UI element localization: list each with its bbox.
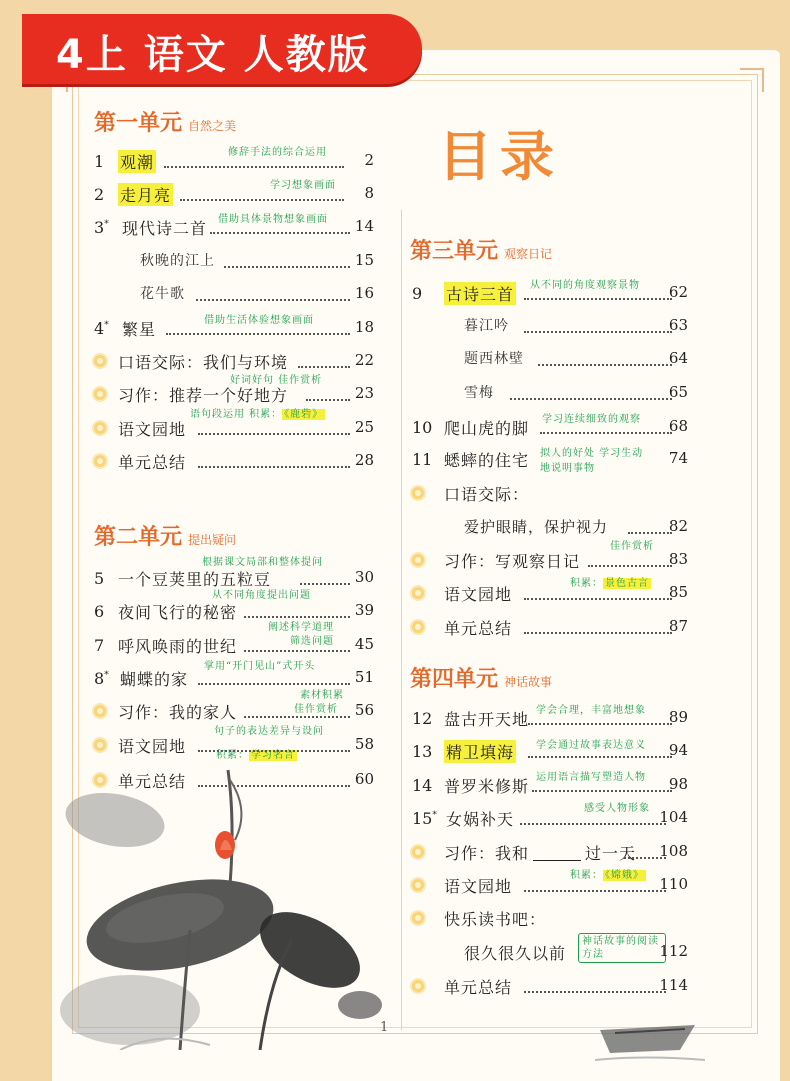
bullet-icon [412, 846, 424, 858]
section-title: 语文园地 [118, 737, 187, 756]
toc-entry[interactable] [412, 872, 712, 898]
page-number: 58 [354, 735, 374, 753]
lesson-note: 拟人的好处 学习生动 [540, 448, 644, 459]
lesson-title: 普罗米修斯 [444, 777, 530, 796]
page-number-footer: 1 [380, 1020, 389, 1035]
column-divider [401, 210, 402, 1030]
unit-name: 第一单元 [94, 110, 183, 136]
page-number: 68 [668, 417, 688, 435]
lesson-number: 7 [94, 636, 105, 655]
leader-dots [538, 364, 672, 366]
lesson-note: 好词好句 佳作赏析 [230, 375, 323, 386]
lesson-number: 9 [412, 284, 423, 303]
toc-entry[interactable] [412, 839, 712, 865]
page-title: 目录 [438, 125, 562, 188]
lesson-note: 积累： 景色古言 [570, 578, 649, 589]
leader-dots [198, 466, 350, 468]
lesson-note: 学会合理，丰富地想象 [536, 705, 646, 716]
unit-name: 第二单元 [94, 524, 183, 550]
poem-title: 雪梅 [464, 385, 494, 401]
lesson-title: 蟋蟀的住宅 [444, 451, 530, 470]
lesson-note: 根据课文局部和整体提问 [202, 557, 323, 568]
lesson-number: 5 [94, 569, 105, 588]
lesson-note: 佳作赏析 [610, 541, 654, 552]
leader-dots [540, 432, 672, 434]
leader-dots [524, 991, 666, 993]
lesson-note: 从不同的角度观察景物 [530, 280, 640, 291]
leader-dots [524, 298, 672, 300]
leader-dots [198, 433, 350, 435]
lesson-number: 12 [412, 709, 433, 728]
page-number: 82 [668, 517, 688, 535]
poem-title: 秋晚的江上 [140, 253, 215, 269]
leader-dots [520, 823, 666, 825]
toc-entry[interactable] [94, 375, 374, 407]
page-number: 108 [659, 842, 688, 860]
toc-subentry[interactable] [412, 346, 712, 372]
toc-entry[interactable] [412, 541, 712, 573]
lesson-title: 蝴蝶的家 [120, 670, 189, 689]
toc-entry[interactable] [412, 973, 712, 999]
leader-dots [524, 598, 672, 600]
page-number: 16 [354, 284, 374, 302]
toc-entry[interactable] [94, 181, 374, 207]
lotus-painting-illustration [60, 760, 400, 1050]
poem-title: 暮江吟 [464, 318, 509, 334]
lesson-title: 繁星 [122, 320, 157, 339]
toc-entry[interactable] [94, 409, 374, 441]
toc-entry[interactable] [94, 214, 374, 240]
lesson-note: 掌用“开门见山”式开头 [204, 661, 316, 672]
lesson-title: 女娲补天 [446, 810, 515, 829]
page-number: 63 [668, 316, 688, 334]
toc-entry[interactable] [94, 622, 374, 658]
toc-entry[interactable] [412, 580, 712, 606]
page-number: 62 [668, 283, 688, 301]
unit-theme: 神话故事 [504, 675, 553, 689]
leader-dots [164, 166, 344, 168]
unit-theme: 自然之美 [188, 119, 237, 133]
page-number: 112 [659, 942, 688, 960]
section-subtitle: 很久很久以前 [464, 944, 567, 963]
toc-entry[interactable] [94, 315, 374, 341]
lesson-note: 神话故事的阅读方法 [578, 933, 666, 963]
unit-heading-2 [94, 520, 236, 551]
page-number: 64 [668, 349, 688, 367]
page-number: 94 [668, 741, 688, 759]
page-number: 83 [668, 550, 688, 568]
section-title: 习作：我和 过一天 [444, 844, 637, 863]
page-number: 15 [354, 251, 374, 269]
section-title: 单元总结 [118, 772, 187, 791]
bullet-icon [94, 739, 106, 751]
page-number: 14 [354, 217, 374, 235]
leader-dots [198, 750, 350, 752]
toc-entry[interactable] [412, 414, 712, 440]
lesson-title: 古诗三首 [444, 282, 516, 305]
unit-name: 第四单元 [410, 666, 499, 692]
lesson-title: 呼风唤雨的世纪 [118, 637, 238, 656]
page-number: 104 [659, 808, 688, 826]
lesson-note: 积累： 《嫦娥》 [570, 870, 644, 881]
bullet-icon [94, 388, 106, 400]
corner-ornament [740, 68, 764, 92]
fill-in-blank [533, 844, 581, 861]
bullet-icon [94, 705, 106, 717]
page-number: 23 [354, 384, 374, 402]
lesson-note: 借助生活体验想象画面 [204, 315, 314, 326]
lesson-note: 借助具体景物想象画面 [218, 214, 328, 225]
section-title: 语文园地 [444, 585, 513, 604]
bullet-icon [412, 879, 424, 891]
section-title: 单元总结 [444, 619, 513, 638]
toc-entry[interactable] [412, 772, 712, 798]
section-title: 习作：推荐一个好地方 [118, 386, 289, 405]
lesson-title: 爬山虎的脚 [444, 419, 530, 438]
toc-subentry[interactable] [94, 281, 374, 307]
section-title: 单元总结 [118, 453, 187, 472]
lesson-number: 13 [412, 742, 433, 761]
banner-text: 4上 语文 人教版 [56, 32, 370, 78]
leader-dots [224, 266, 350, 268]
section-subtitle: 爱护眼睛，保护视力 [464, 518, 609, 536]
lesson-number: 11 [412, 450, 433, 469]
leader-dots [166, 333, 350, 335]
toc-subentry[interactable] [412, 380, 712, 406]
section-title: 习作：写观察日记 [444, 552, 581, 571]
page-number: 60 [354, 770, 374, 788]
section-title: 快乐读书吧： [444, 910, 547, 929]
lesson-number: 3* [94, 218, 109, 237]
lesson-title: 走月亮 [118, 183, 173, 206]
lesson-title: 现代诗二首 [122, 219, 208, 238]
lesson-number: 1 [94, 152, 105, 171]
toc-entry[interactable] [412, 905, 712, 931]
toc-entry[interactable] [412, 446, 712, 472]
lesson-note-2: 筛选问题 [290, 636, 334, 647]
toc-entry[interactable] [412, 614, 712, 640]
page-number: 30 [354, 568, 374, 586]
unit-heading-3 [410, 234, 552, 265]
leader-dots [210, 232, 350, 234]
lesson-title: 精卫填海 [444, 740, 516, 763]
lesson-note: 语句段运用 积累： 《鹿砦》 [190, 409, 324, 420]
lesson-note: 感受人物形象 [584, 803, 650, 814]
bullet-icon [412, 587, 424, 599]
leader-dots [180, 199, 344, 201]
toc-subentry[interactable] [412, 936, 712, 965]
page-number: 74 [668, 449, 688, 467]
leader-dots [244, 716, 350, 718]
lesson-note: 学习想象画面 [270, 180, 336, 191]
lesson-note-2: 佳作赏析 [294, 704, 338, 715]
banner [22, 14, 422, 84]
page-number: 2 [364, 151, 374, 169]
leader-dots [524, 890, 666, 892]
section-title: 习作：我的家人 [118, 703, 238, 722]
unit-theme: 提出疑问 [188, 533, 237, 547]
page-number: 85 [668, 583, 688, 601]
section-title: 语文园地 [444, 877, 513, 896]
unit-theme: 观察日记 [504, 247, 553, 261]
unit-heading-4 [410, 662, 552, 693]
toc-entry[interactable] [412, 480, 712, 506]
bullet-icon [94, 355, 106, 367]
page-number: 65 [668, 383, 688, 401]
page-number: 22 [354, 351, 374, 369]
bullet-icon [412, 487, 424, 499]
lesson-note-2: 地说明事物 [540, 463, 595, 474]
section-title: 口语交际：我们与环境 [118, 353, 289, 372]
page-number: 98 [668, 775, 688, 793]
bullet-icon [412, 980, 424, 992]
lesson-note: 从不同角度提出问题 [212, 590, 311, 601]
page-number: 45 [354, 635, 374, 653]
lesson-note-2: 积累： 学习名言 [216, 750, 295, 761]
bullet-icon [94, 455, 106, 467]
bullet-icon [412, 554, 424, 566]
lesson-title: 盘古开天地 [444, 710, 530, 729]
toc-subentry[interactable] [412, 313, 712, 339]
lesson-note: 运用语言描写塑造人物 [536, 772, 646, 783]
section-title: 口语交际： [444, 485, 530, 504]
page-number: 114 [659, 976, 688, 994]
page-number: 28 [354, 451, 374, 469]
section-title: 单元总结 [444, 978, 513, 997]
bullet-icon [412, 912, 424, 924]
leader-dots [524, 331, 672, 333]
page-number: 110 [659, 875, 688, 893]
boat-illustration [595, 1005, 705, 1065]
poem-title: 花牛歌 [140, 286, 185, 302]
leader-dots [532, 790, 672, 792]
leader-dots [198, 683, 350, 685]
lesson-number: 15* [412, 809, 437, 828]
page-number: 25 [354, 418, 374, 436]
lesson-number: 8* [94, 669, 109, 688]
toc-entry[interactable] [412, 705, 712, 731]
page-number: 8 [364, 184, 374, 202]
lesson-title: 一个豆荚里的五粒豆 [118, 570, 272, 589]
lesson-number: 2 [94, 185, 105, 204]
bullet-icon [94, 422, 106, 434]
lesson-number: 6 [94, 602, 105, 621]
lesson-note: 阐述科学道理 [268, 622, 334, 633]
lesson-number: 14 [412, 776, 433, 795]
lesson-note: 学会通过故事表达意义 [536, 740, 646, 751]
leader-dots [510, 398, 672, 400]
lesson-note: 句子的表达差异与设问 [214, 726, 324, 737]
toc-entry[interactable] [412, 805, 712, 831]
page-number: 18 [354, 318, 374, 336]
lesson-title: 夜间飞行的秘密 [118, 603, 238, 622]
page-number: 56 [354, 701, 374, 719]
page-number: 39 [354, 601, 374, 619]
lesson-note: 修辞手法的综合运用 [228, 147, 327, 158]
page-number: 51 [354, 668, 374, 686]
lesson-number: 10 [412, 418, 433, 437]
toc-entry[interactable] [94, 726, 374, 761]
leader-dots [244, 650, 350, 652]
poem-title: 题西林壁 [464, 351, 524, 367]
bullet-icon [412, 621, 424, 633]
leader-dots [528, 723, 672, 725]
leader-dots [528, 756, 672, 758]
lesson-note: 素材积累 [300, 690, 344, 701]
unit-name: 第三单元 [410, 238, 499, 264]
page-number: 87 [668, 617, 688, 635]
leader-dots [524, 632, 672, 634]
page-number: 89 [668, 708, 688, 726]
toc-subentry[interactable] [94, 248, 374, 274]
toc-entry[interactable] [94, 690, 374, 724]
section-title: 语文园地 [118, 420, 187, 439]
toc-entry[interactable] [412, 738, 712, 764]
lesson-title: 观潮 [118, 150, 156, 173]
toc-entry[interactable] [94, 148, 374, 174]
toc-subentry[interactable] [412, 514, 712, 540]
lesson-number: 4* [94, 319, 109, 338]
unit-heading-1 [94, 106, 236, 137]
toc-entry[interactable] [94, 448, 374, 474]
leader-dots [196, 299, 350, 301]
lesson-note: 学习连续细致的观察 [542, 414, 641, 425]
toc-entry[interactable] [412, 280, 712, 306]
